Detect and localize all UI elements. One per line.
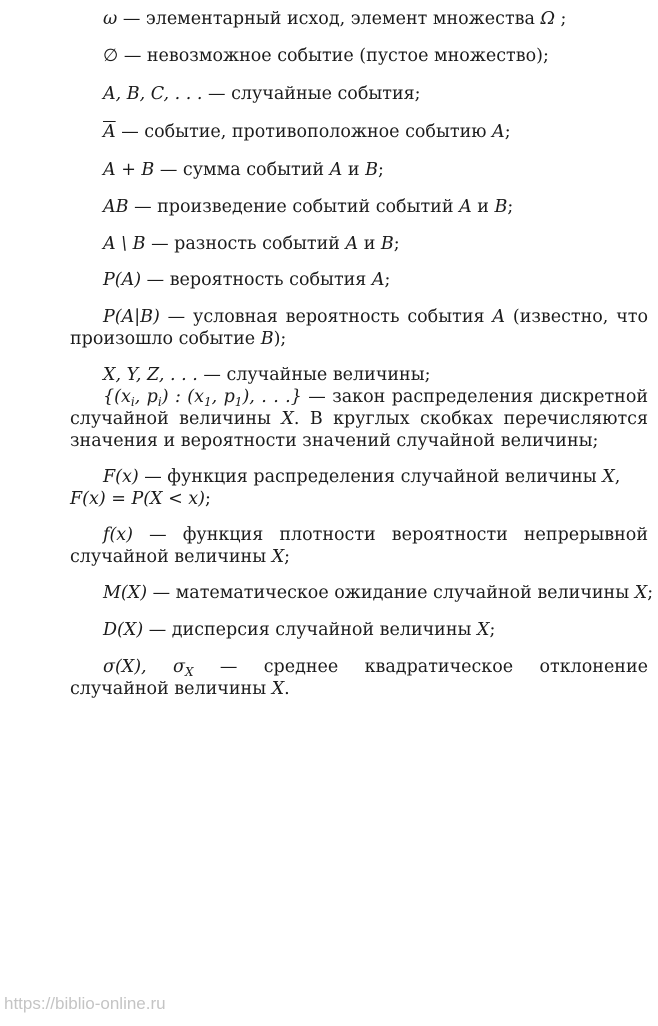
- entry-standard-deviation: σ(X), $\sigma_X$ — среднее квадратическое отклонение случайной величины X.: [70, 657, 648, 699]
- entry-distribution-function: F(x) — функция распределения случайной величины X, F(x) = P(X < x);: [70, 467, 621, 509]
- entry-density-function: f(x) — функция плотности вероятности непрерывной случайной величины X;: [70, 525, 648, 567]
- entry-random-events: A, B, C, . . . — случайные события;: [103, 84, 421, 104]
- entry-variance: D(X) — дисперсия случайной величины X;: [103, 620, 496, 640]
- entry-probability: P(A) — вероятность события A;: [103, 270, 391, 290]
- entry-omega: ω — элементарный исход, элемент множества Ω ;: [103, 9, 567, 29]
- footer-watermark-url: https://biblio-online.ru: [4, 994, 166, 1013]
- entry-complement: $\overline{A}$ — событие, противоположное событию A;: [103, 122, 511, 142]
- entry-empty-set: ∅ — невозможное событие (пустое множество);: [103, 46, 549, 66]
- entry-product: AB — произведение событий событий A и B;: [103, 197, 514, 217]
- entry-conditional-probability: P(A|B) — условная вероятность события A (известно, что произошло событие B);: [70, 307, 648, 349]
- entry-random-variables: X, Y, Z, . . . — случайные величины;: [103, 365, 431, 385]
- entry-distribution-law: {($x_i$, $p_i$) : ($x_1$, $p_1$), . . .} — закон распределения дискретной случайной величины X. В круглых скобках перечисляются значения и вероятности значений случайной величины;: [70, 387, 649, 451]
- entry-difference: A \ B — разность событий A и B;: [103, 234, 400, 254]
- entry-sum: A + B — сумма событий A и B;: [103, 160, 384, 180]
- entry-expectation: M(X) — математическое ожидание случайной величины X;: [103, 583, 654, 603]
